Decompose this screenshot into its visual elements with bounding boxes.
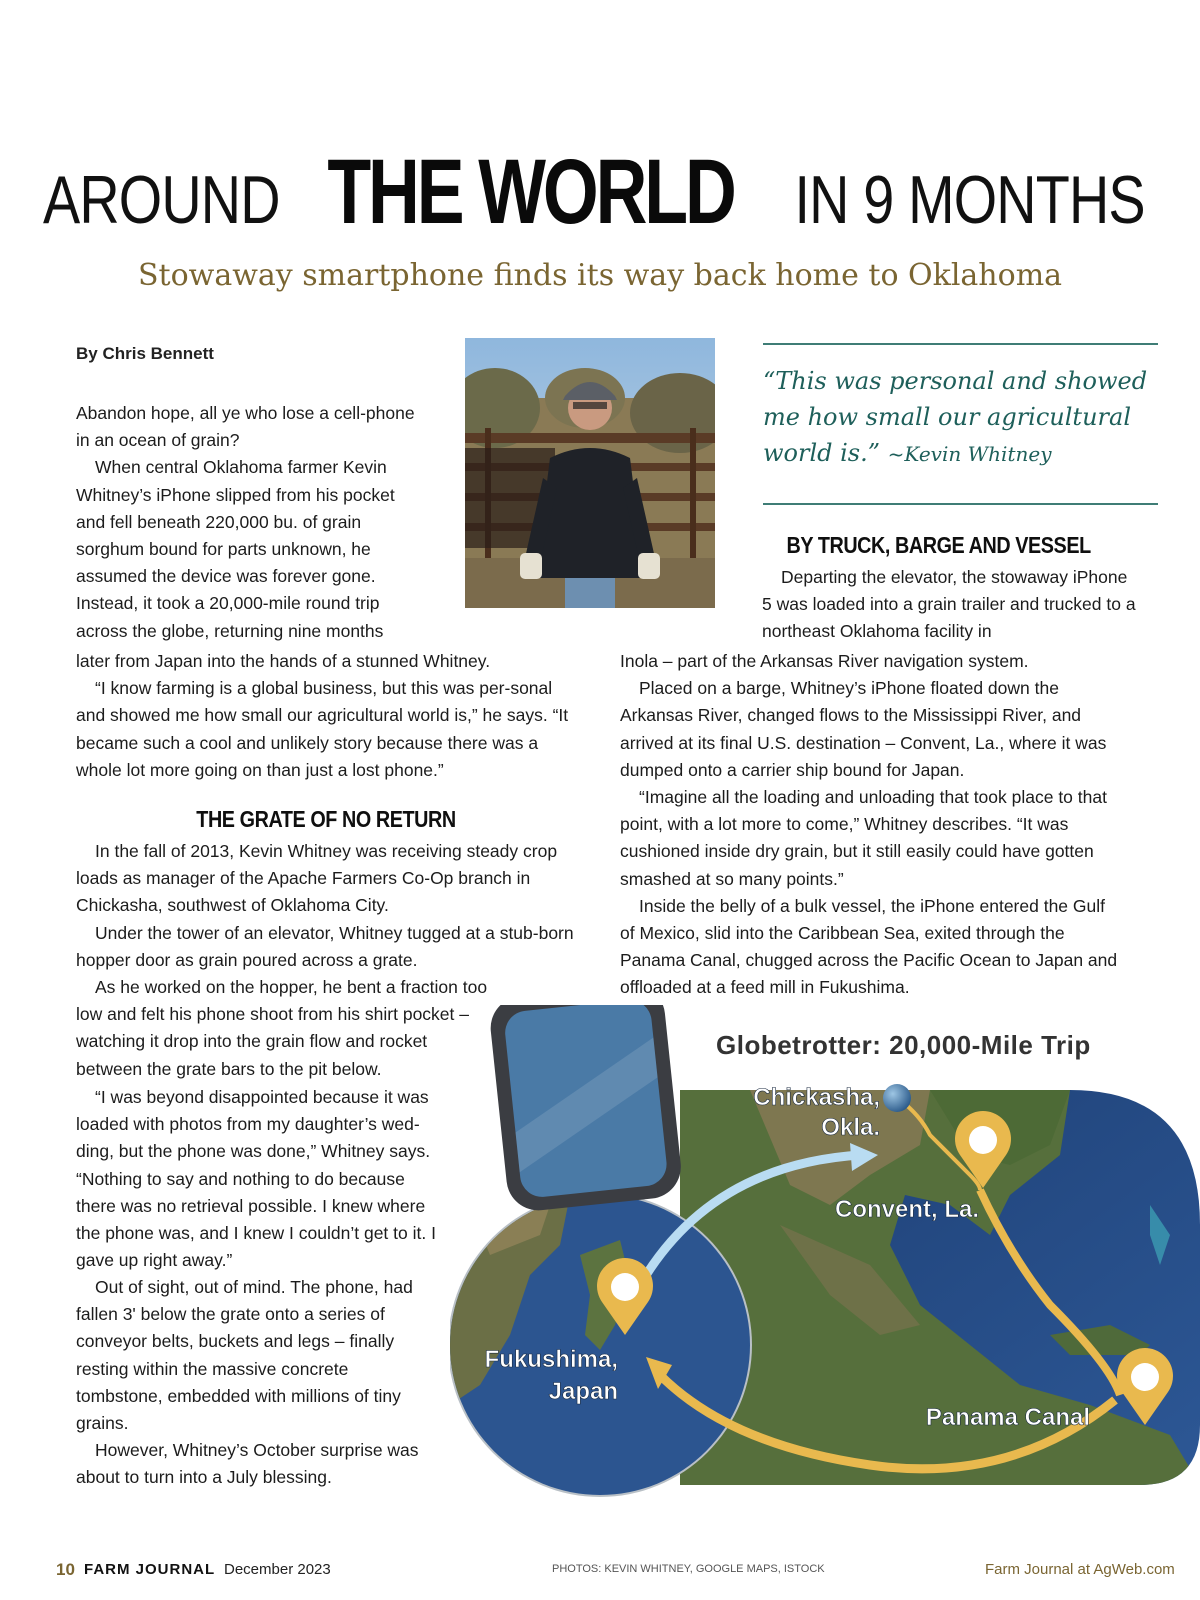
subhead: Stowaway smartphone finds its way back home to Oklahoma [137,258,1063,293]
paragraph: However, Whitney’s October surprise was about to turn into a July blessing. [76,1440,419,1488]
paragraph: Abandon hope, all ye who lose a cell-phone in an ocean of grain? [76,403,415,451]
headline-the-world: THE WORLD [327,141,734,243]
site-link[interactable]: Farm Journal at AgWeb.com [985,1561,1175,1578]
headline-around: AROUND [43,162,280,238]
label-panama: Panama Canal [925,1404,1090,1431]
label-chickasha: Chickasha, [753,1084,880,1111]
paragraph: Placed on a barge, Whitney’s iPhone floated down the Arkansas River, changed flows to the Mississippi River, and arrived at its final U.S. destination – Convent, La., where it was dumped onto a carrier ship bound for Japan. [620,678,1107,780]
paragraph: later from Japan into the hands of a stunned Whitney. [76,651,491,671]
smartphone-icon [488,1005,685,1213]
paragraph: “I was beyond disappointed because it was loaded with photos from my daughter’s wed-ding, but the phone was done,” Whitney says. “Nothing to say and nothing to do because there was no retrieval possible. I knew where the phone was, and I knew I couldn’t get to it. I gave up right away.” [76,1087,436,1271]
paragraph: “Imagine all the loading and unloading that took place to that point, with a lot more to come,” Whitney describes. “It was cushioned inside dry grain, but it still easily could have gotten smashed at so many points.” [620,787,1107,889]
paragraph: Inside the belly of a bulk vessel, the iPhone entered the Gulf of Mexico, slid into the Caribbean Sea, exited through the Panama Canal, chugged across the Pacific Ocean to Japan and offloaded at a feed mill in Fukushima. [620,895,1118,998]
left-wide-text [76,648,576,784]
right-wide-text [620,648,1120,1002]
farmer-photo-illustration [465,338,715,608]
section-title-grate: THE GRATE OF NO RETURN [196,806,456,832]
left-section-text [76,838,578,974]
paragraph: As he worked on the hopper, he bent a fraction too low and felt his phone shoot from his shirt pocket – watching it drop into the grain flow and rocket between the grate bars to the pit below. [76,977,488,1079]
chickasha-globe-icon [883,1084,911,1112]
farmer-photo [465,338,715,608]
section-title-truck: BY TRUCK, BARGE AND VESSEL [786,532,1091,558]
paragraph: When central Oklahoma farmer Kevin Whitney’s iPhone slipped from his pocket and fell beneath 220,000 bu. of grain sorghum bound for parts unknown, he assumed the device was forever gone. Instead, it took a 20,000-mile round trip across the globe, returning nine months [76,457,395,641]
left-lower-text-3 [76,1274,428,1492]
paragraph: Out of sight, out of mind. The phone, had fallen 3' below the grate onto a series of conveyor belts, buckets and legs – finally resting within the massive concrete tombstone, embedded with millions of tiny grains. [76,1277,413,1434]
japan-inset [450,1193,752,1497]
label-fukushima: Fukushima, [484,1346,618,1373]
paragraph: In the fall of 2013, Kevin Whitney was receiving steady crop loads as manager of the Apache Farmers Co-Op branch in Chickasha, southwest of Oklahoma City. [76,841,558,916]
route-map [450,1005,1200,1515]
page-number: 10 [56,1560,75,1579]
issue-date: December 2023 [224,1561,331,1578]
headline [0,140,1200,245]
photo-credits: PHOTOS: KEVIN WHITNEY, GOOGLE MAPS, ISTOCK [552,1563,825,1575]
paragraph: Inola – part of the Arkansas River navigation system. [620,651,1029,671]
paragraph: Under the tower of an elevator, Whitney tugged at a stub-born hopper door as grain poured across a grate. [76,922,574,970]
left-lower-text-2 [76,1084,448,1274]
pull-quote-body: “This was personal and showed me how small our agricultural world is.” [763,367,1148,467]
right-narrow-text [762,564,1137,646]
paragraph: Departing the elevator, the stowaway iPhone 5 was loaded into a grain trailer and trucked to a northeast Oklahoma facility in [762,567,1136,642]
paragraph: “I know farming is a global business, but this was per-sonal and showed me how small our agricultural world is,” he says. “It became such a cool and unlikely story because there was a whole lot more going on than just a lost phone.” [76,678,569,780]
left-narrow-text [76,400,428,645]
pull-quote [763,343,1158,505]
map-title: Globetrotter: 20,000-Mile Trip [716,1030,1091,1060]
left-lower-text [76,974,493,1083]
publication-name: FARM JOURNAL [84,1561,216,1578]
byline: By Chris Bennett [76,344,214,363]
headline-months: IN 9 MONTHS [794,162,1145,238]
pull-quote-text [763,363,1158,472]
label-okla: Okla. [821,1114,880,1141]
pull-quote-attribution: ~Kevin Whitney [887,442,1052,466]
label-japan: Japan [548,1378,618,1405]
label-convent: Convent, La. [835,1196,980,1223]
